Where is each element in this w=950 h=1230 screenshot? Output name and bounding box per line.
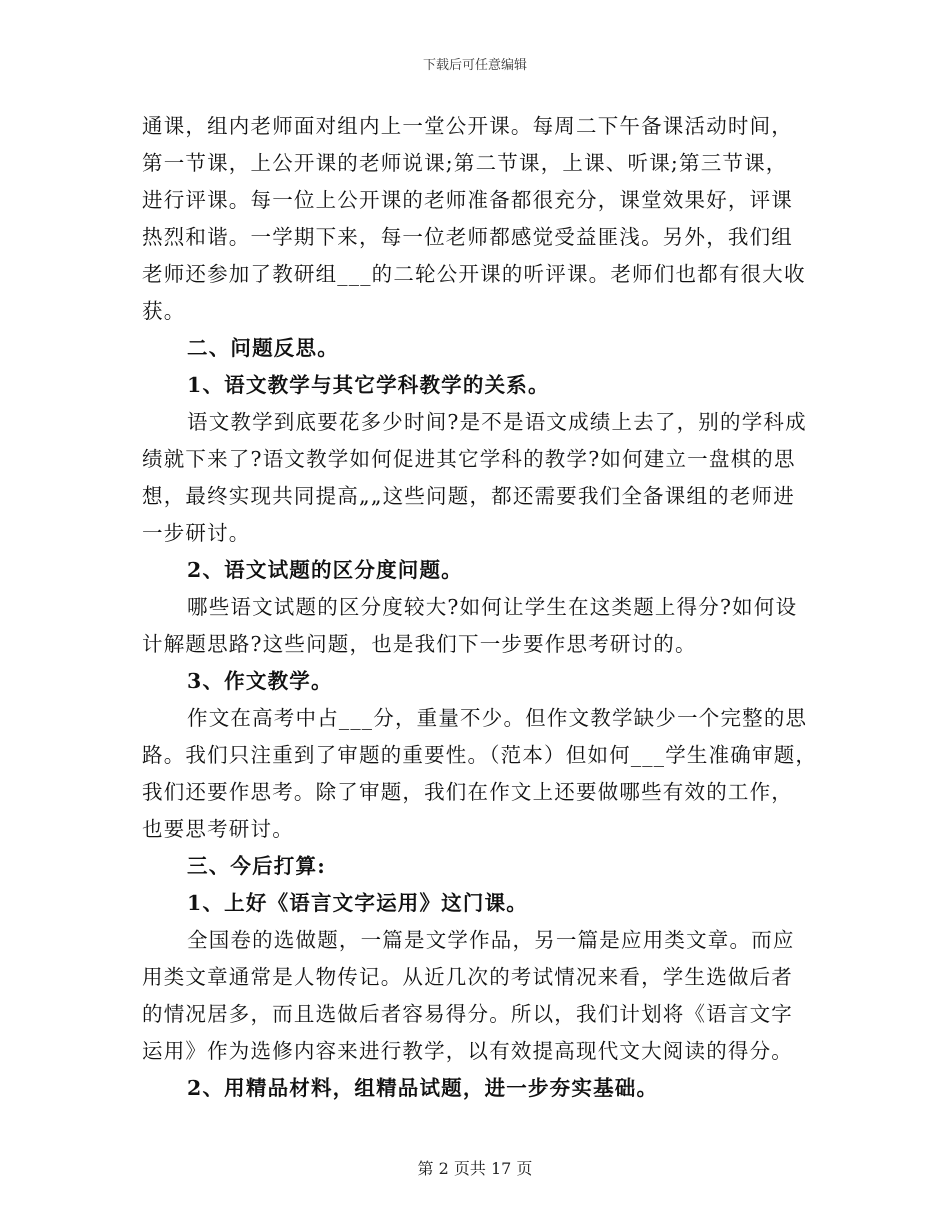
body-line: 哪些语文试题的区分度较大?如何让学生在这类题上得分?如何设 xyxy=(187,595,798,619)
subheading-discrimination: 2、语文试题的区分度问题。 xyxy=(187,558,463,582)
body-line: 获。 xyxy=(142,299,186,323)
body-line: 语文教学到底要花多少时间?是不是语文成绩上去了，别的学科成 xyxy=(187,410,807,434)
body-line: 运用》作为选修内容来进行教学，以有效提高现代文大阅读的得分。 xyxy=(142,1039,793,1063)
body-line: 路。我们只注重到了审题的重要性。（范本）但如何___学生准确审题， xyxy=(142,743,818,767)
document-body xyxy=(142,108,822,1107)
body-line: 的情况居多，而且选做后者容易得分。所以，我们计划将《语言文字 xyxy=(142,1002,793,1026)
subheading-composition: 3、作文教学。 xyxy=(187,669,333,693)
subheading-language-usage: 1、上好《语言文字运用》这门课。 xyxy=(187,891,528,915)
body-line: 作文在高考中占___分，重量不少。但作文教学缺少一个完整的思 xyxy=(187,706,808,730)
body-line: 老师还参加了教研组___的二轮公开课的听评课。老师们也都有很大收 xyxy=(142,262,806,286)
body-line: 热烈和谐。一学期下来，每一位老师都感觉受益匪浅。另外，我们组 xyxy=(142,225,793,249)
body-line: 通课，组内老师面对组内上一堂公开课。每周二下午备课活动时间， xyxy=(142,114,793,138)
body-line: 我们还要作思考。除了审题，我们在作文上还要做哪些有效的工作， xyxy=(142,780,793,804)
body-line: 一步研讨。 xyxy=(142,521,251,545)
body-line: 计解题思路?这些问题，也是我们下一步要作思考研讨的。 xyxy=(142,632,697,656)
body-line: 进行评课。每一位上公开课的老师准备都很充分，课堂效果好，评课 xyxy=(142,188,793,212)
body-line: 第一节课，上公开课的老师说课;第二节课，上课、听课;第三节课， xyxy=(142,151,788,175)
page-number: 第 2 页共 17 页 xyxy=(417,1159,533,1178)
section-heading-problem-reflection: 二、问题反思。 xyxy=(187,336,339,360)
body-line: 全国卷的选做题，一篇是文学作品，另一篇是应用类文章。而应 xyxy=(187,928,795,952)
body-line: 用类文章通常是人物传记。从近几次的考试情况来看，学生选做后者 xyxy=(142,965,793,989)
section-heading-future-plans: 三、今后打算: xyxy=(187,854,326,878)
header-note: 下载后可任意编辑 xyxy=(422,58,527,73)
body-line: 绩就下来了?语文教学如何促进其它学科的教学?如何建立一盘棋的思 xyxy=(142,447,796,471)
body-line: 想，最终实现共同提高„„这些问题，都还需要我们全备课组的老师进 xyxy=(142,484,795,508)
subheading-quality-materials: 2、用精品材料，组精品试题，进一步夯实基础。 xyxy=(187,1076,659,1100)
body-line: 也要思考研讨。 xyxy=(142,817,294,841)
subheading-subject-relation: 1、语文教学与其它学科教学的关系。 xyxy=(187,373,550,397)
